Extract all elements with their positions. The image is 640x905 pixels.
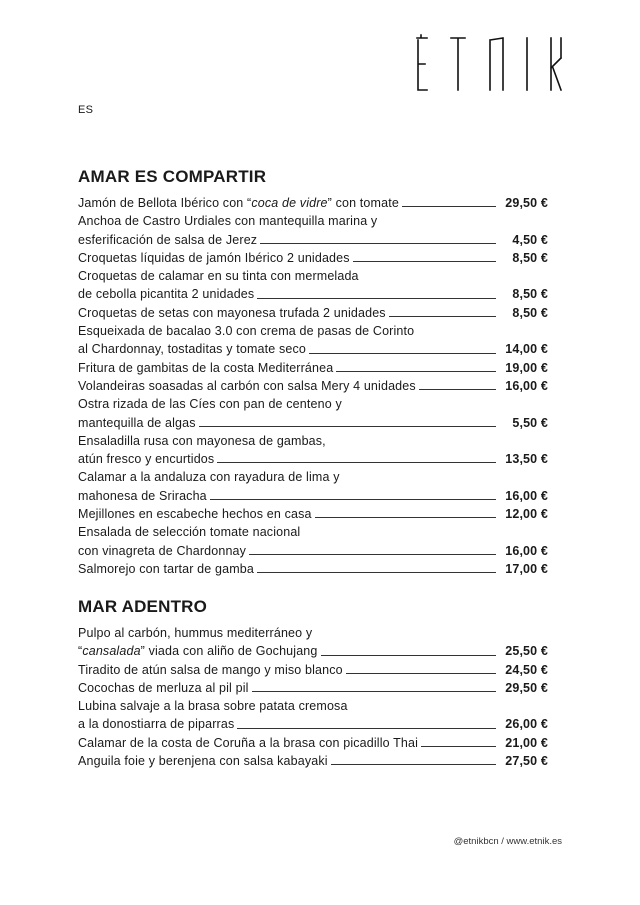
dish-text: Ensaladilla rusa con mayonesa de gambas,: [78, 433, 326, 448]
section-title: MAR ADENTRO: [78, 597, 208, 616]
dish-description: [78, 523, 300, 541]
dish-text: a la donostiarra de piparras: [78, 717, 235, 732]
menu-item-line: [78, 642, 548, 660]
leader-line: [249, 554, 496, 555]
dish-text: ” con tomate: [327, 196, 399, 210]
dish-price: 29,50 €: [505, 680, 548, 695]
menu-item: [78, 679, 548, 697]
menu-item-line: [78, 505, 548, 523]
dish-price: 8,50 €: [512, 250, 548, 265]
leader-line: [309, 353, 496, 354]
menu-item-line: [78, 194, 548, 212]
dish-text: “: [78, 644, 83, 659]
dish-description: [78, 322, 414, 340]
dish-description: [78, 267, 359, 285]
dish-price: 26,00 €: [505, 717, 548, 732]
dish-description: [78, 340, 306, 358]
section-title: AMAR ES COMPARTIR: [78, 167, 267, 186]
leader-line: [419, 389, 496, 390]
dish-text: Anchoa de Castro Urdiales con mantequilla marina y: [78, 214, 378, 229]
menu-item-line: [78, 624, 548, 642]
dish-text: de cebolla picantita 2 unidades: [78, 287, 255, 302]
leader-line: [402, 206, 496, 207]
leader-line: [353, 261, 496, 262]
dish-description: [78, 542, 246, 560]
menu-item: [78, 523, 548, 560]
leader-line: [331, 764, 496, 765]
menu-item-line: [78, 267, 548, 285]
dish-text: Salmorejo con tartar de gamba: [78, 561, 254, 576]
dish-description: [78, 212, 377, 230]
dish-price: 14,00 €: [505, 342, 548, 357]
dish-text: con vinagreta de Chardonnay: [78, 543, 247, 558]
footer-contact: @etnikbcn / www.etnik.es: [453, 836, 562, 847]
leader-line: [210, 499, 496, 500]
menu-item: [78, 560, 548, 578]
dish-description: [78, 450, 214, 468]
menu-item-line: [78, 432, 548, 450]
dish-description: [78, 505, 312, 523]
menu-item-line: [78, 377, 548, 395]
dish-price: 19,00 €: [505, 360, 548, 375]
brand-logo: [413, 34, 563, 94]
dish-description: [78, 377, 416, 395]
dish-description: [78, 661, 343, 679]
dish-price: 21,00 €: [505, 735, 548, 750]
dish-text: Calamar de la costa de Coruña a la brasa con picadillo Thai: [78, 735, 419, 750]
dish-description: [78, 285, 254, 303]
dish-price: 27,50 €: [505, 754, 548, 769]
section-amar-es-compartir: [78, 166, 548, 578]
dish-description: [78, 487, 207, 505]
dish-text: Croquetas de calamar en su tinta con mermelada: [78, 269, 359, 284]
dish-price: 13,50 €: [505, 452, 548, 467]
menu-item: [78, 624, 548, 661]
dish-text: Croquetas de setas con mayonesa trufada 2 unidades: [78, 305, 386, 320]
leader-line: [336, 371, 496, 372]
dish-text: Ensalada de selección tomate nacional: [78, 525, 301, 540]
dish-text: Calamar a la andaluza con rayadura de lima y: [78, 470, 340, 485]
dish-description: [78, 734, 418, 752]
menu-item-line: [78, 679, 548, 697]
dish-text: ” viada con aliño de Gochujang: [140, 644, 318, 659]
menu-item: [78, 322, 548, 359]
dish-price: 16,00 €: [505, 543, 548, 558]
menu-item-line: [78, 752, 548, 770]
menu-item-line: [78, 304, 548, 322]
dish-description: [78, 560, 254, 578]
menu-item-line: [78, 212, 548, 230]
menu-item-line: [78, 487, 548, 505]
dish-price: 8,50 €: [512, 305, 548, 320]
dish-description: [78, 642, 318, 660]
dish-price: 8,50 €: [512, 287, 548, 302]
leader-line: [321, 655, 496, 656]
dish-price: 24,50 €: [505, 662, 548, 677]
dish-description: [78, 359, 333, 377]
menu-item-line: [78, 359, 548, 377]
menu-item: [78, 249, 548, 267]
menu-item: [78, 359, 548, 377]
leader-line: [260, 243, 496, 244]
menu-item-line: [78, 414, 548, 432]
dish-text: mantequilla de algas: [78, 415, 196, 430]
dish-price: 12,00 €: [505, 507, 548, 522]
leader-line: [389, 316, 496, 317]
section-mar-adentro: [78, 596, 548, 770]
dish-description: [78, 752, 328, 770]
menu-item: [78, 661, 548, 679]
menu-item: [78, 468, 548, 505]
dish-description: [78, 395, 342, 413]
dish-price: 16,00 €: [505, 378, 548, 393]
dish-text: esferificación de salsa de Jerez: [78, 232, 258, 247]
dish-description: [78, 231, 257, 249]
menu-item-line: [78, 285, 548, 303]
menu-item-line: [78, 697, 548, 715]
leader-line: [217, 462, 496, 463]
menu-item: [78, 377, 548, 395]
menu-item: [78, 194, 548, 212]
dish-description: [78, 414, 196, 432]
leader-line: [315, 517, 496, 518]
menu-item: [78, 212, 548, 249]
menu-item: [78, 304, 548, 322]
menu-item-line: [78, 340, 548, 358]
dish-text: Cocochas de merluza al pil pil: [78, 680, 249, 695]
menu-item: [78, 505, 548, 523]
dish-description: [78, 624, 312, 642]
dish-text: Fritura de gambitas de la costa Mediterránea: [78, 360, 334, 375]
etnik-logo-icon: [413, 34, 563, 94]
menu-item-line: [78, 468, 548, 486]
leader-line: [346, 673, 496, 674]
dish-description: [78, 697, 348, 715]
dish-price: 4,50 €: [512, 232, 548, 247]
menu-item-line: [78, 661, 548, 679]
dish-text: Mejillones en escabeche hechos en casa: [78, 507, 312, 522]
leader-line: [257, 298, 496, 299]
menu-item: [78, 752, 548, 770]
leader-line: [257, 572, 496, 573]
dish-description: [78, 715, 234, 733]
dish-text-italic: cansalada: [82, 644, 141, 659]
leader-line: [237, 728, 496, 729]
dish-text: Volandeiras soasadas al carbón con salsa Mery 4 unidades: [78, 378, 416, 393]
menu-item-line: [78, 231, 548, 249]
dish-price: 29,50 €: [505, 196, 548, 210]
dish-description: [78, 304, 386, 322]
dish-description: [78, 249, 350, 267]
dish-description: [78, 194, 399, 212]
menu-item: [78, 395, 548, 432]
dish-text: Jamón de Bellota Ibérico con “: [78, 196, 252, 210]
menu-item-line: [78, 715, 548, 733]
menu-item-line: [78, 542, 548, 560]
dish-text: mahonesa de Sriracha: [78, 488, 207, 503]
leader-line: [421, 746, 496, 747]
menu-item-line: [78, 734, 548, 752]
dish-text: Ostra rizada de las Cíes con pan de centeno y: [78, 397, 342, 412]
menu-item-line: [78, 395, 548, 413]
dish-text: Croquetas líquidas de jamón Ibérico 2 unidades: [78, 250, 350, 265]
dish-text: Pulpo al carbón, hummus mediterráneo y: [78, 626, 313, 640]
dish-price: 16,00 €: [505, 488, 548, 503]
menu-item: [78, 734, 548, 752]
dish-description: [78, 432, 326, 450]
menu-item: [78, 267, 548, 304]
dish-text: atún fresco y encurtidos: [78, 452, 215, 467]
dish-price: 5,50 €: [512, 415, 548, 430]
dish-text: al Chardonnay, tostaditas y tomate seco: [78, 342, 306, 357]
dish-text: Esqueixada de bacalao 3.0 con crema de pasas de Corinto: [78, 324, 415, 339]
menu-item: [78, 697, 548, 734]
dish-price: 17,00 €: [505, 561, 548, 576]
leader-line: [199, 426, 496, 427]
dish-text: Anguila foie y berenjena con salsa kabayaki: [78, 754, 328, 769]
menu-item-line: [78, 560, 548, 578]
menu-item-line: [78, 450, 548, 468]
leader-line: [252, 691, 496, 692]
dish-description: [78, 679, 249, 697]
dish-text: Tiradito de atún salsa de mango y miso blanco: [78, 662, 343, 677]
menu-item-line: [78, 523, 548, 541]
menu-item: [78, 432, 548, 469]
language-indicator: ES: [78, 104, 94, 116]
dish-text: Lubina salvaje a la brasa sobre patata cremosa: [78, 699, 348, 714]
dish-text-italic: coca de vidre: [251, 196, 328, 210]
dish-description: [78, 468, 340, 486]
menu-item-line: [78, 322, 548, 340]
dish-price: 25,50 €: [505, 644, 548, 659]
menu-item-line: [78, 249, 548, 267]
